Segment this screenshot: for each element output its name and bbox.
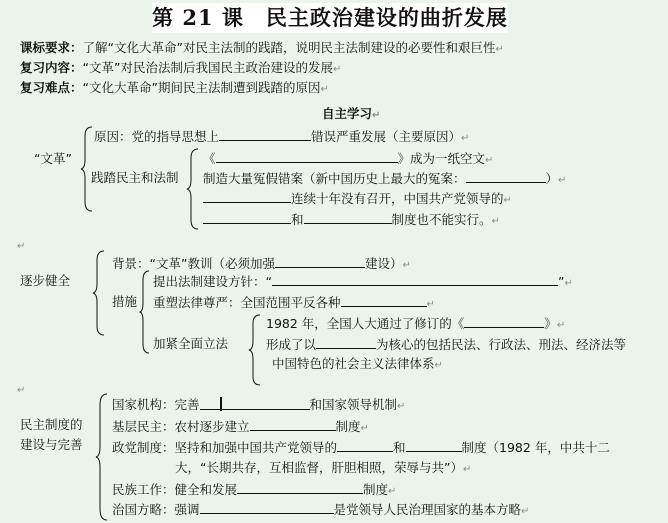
requirement-label: 复习难点：	[20, 80, 83, 95]
section1-label: “文革”	[34, 151, 72, 166]
trample-item-3: 连续十年没有召开，中国共产党领导的↵	[203, 190, 512, 209]
requirement-text: 了解“文化大革命”对民主法制的践踏，说明民主法制建设的必要性和艰巨性	[82, 40, 496, 55]
blank-field[interactable]	[466, 170, 546, 183]
blank-field[interactable]	[272, 273, 558, 286]
measure-item-1: 提出法制建设方针：“ ”↵	[153, 274, 573, 289]
legislation-item-3: 中国特色的社会主义法律体系↵	[272, 356, 443, 371]
system-item-4: 民族工作：健全和发展 制度↵	[112, 482, 397, 497]
page-title: 第 21 课 民主政治建设的曲折发展	[152, 3, 508, 33]
requirement-standard: 课标要求：了解“文化大革命”对民主法制的践踏，说明民主法制建设的必要性和艰巨性↵	[20, 40, 504, 55]
requirement-text: “文革”对民治法制后我国民主政治建设的发展	[82, 60, 333, 75]
blank-field[interactable]	[316, 336, 376, 349]
measures-label: 措施	[112, 294, 138, 309]
section3-label-line1: 民主制度的	[20, 417, 83, 432]
trample-item-4: 和 制度也不能实行。↵	[203, 211, 500, 230]
trample-item-1: 《 》成为一纸空文↵	[203, 151, 494, 166]
requirement-label: 复习内容：	[20, 60, 83, 75]
blank-field[interactable]	[216, 150, 398, 163]
blank-field[interactable]	[237, 481, 363, 494]
requirement-difficulty: 复习难点：“文化大革命”期间民主法制遭到践踏的原因↵	[20, 80, 329, 95]
blank-field[interactable]	[200, 397, 310, 410]
section1-sublabel: 践踏民主和法制	[91, 170, 179, 185]
blank-field[interactable]	[464, 315, 544, 328]
section-heading: 自主学习↵	[322, 106, 381, 121]
system-item-1: 国家机构：完善 和国家领导机制↵	[112, 397, 406, 412]
cause-line: 原因：党的指导思想上 错误严重发展（主要原因）↵	[94, 129, 470, 144]
requirement-label: 课标要求：	[20, 40, 83, 55]
trample-item-2: 制造大量冤假错案（新中国历史上最大的冤案： ）↵	[203, 171, 567, 186]
blank-field[interactable]	[304, 211, 392, 224]
legislation-item-2: 形成了以 为核心的包括民法、行政法、刑法、经济法等	[266, 337, 627, 352]
blank-field[interactable]	[250, 418, 336, 431]
system-item-3-cont: 大，“长期共存，互相监督，肝胆相照，荣辱与共”）↵	[175, 460, 472, 475]
blank-field[interactable]	[337, 439, 393, 452]
legislation-item-1: 1982 年，全国人大通过了修订的《 》↵	[266, 316, 566, 331]
brace-section2	[92, 250, 106, 336]
legislation-label: 加紧全面立法	[153, 336, 229, 351]
brace-trample	[186, 148, 200, 230]
measure-item-2: 重塑法律尊严：全国范围平反各种 ↵	[153, 295, 435, 310]
system-item-2: 基层民主：农村逐步建立 制度↵	[112, 419, 369, 434]
requirement-content: 复习内容：“文革”对民治法制后我国民主政治建设的发展↵	[20, 60, 342, 75]
text-cursor	[220, 397, 222, 411]
background-line: 背景：“文革”教训（必须加强 建设）↵	[112, 256, 411, 271]
section2-label: 逐步健全	[20, 273, 71, 288]
brace-section1	[80, 126, 94, 212]
blank-field[interactable]	[275, 255, 365, 268]
blank-field[interactable]	[203, 211, 291, 224]
section3-label-line2: 建设与完善	[20, 437, 83, 452]
brace-measures	[139, 270, 151, 354]
requirement-text: “文化大革命”期间民主法制遭到践踏的原因	[82, 80, 321, 95]
brace-section3	[95, 393, 109, 521]
blank-field[interactable]	[219, 128, 311, 141]
brace-legislation	[248, 314, 262, 386]
system-item-3: 政党制度：坚持和加强中国共产党领导的 和 制度（1982 年，中共十二	[112, 440, 610, 455]
blank-field[interactable]	[341, 294, 427, 307]
blank-field[interactable]	[406, 439, 462, 452]
blank-field[interactable]	[203, 190, 291, 203]
system-item-5: 治国方略：强调 是党领导人民治理国家的基本方略↵	[112, 502, 530, 517]
blank-field[interactable]	[200, 501, 334, 514]
